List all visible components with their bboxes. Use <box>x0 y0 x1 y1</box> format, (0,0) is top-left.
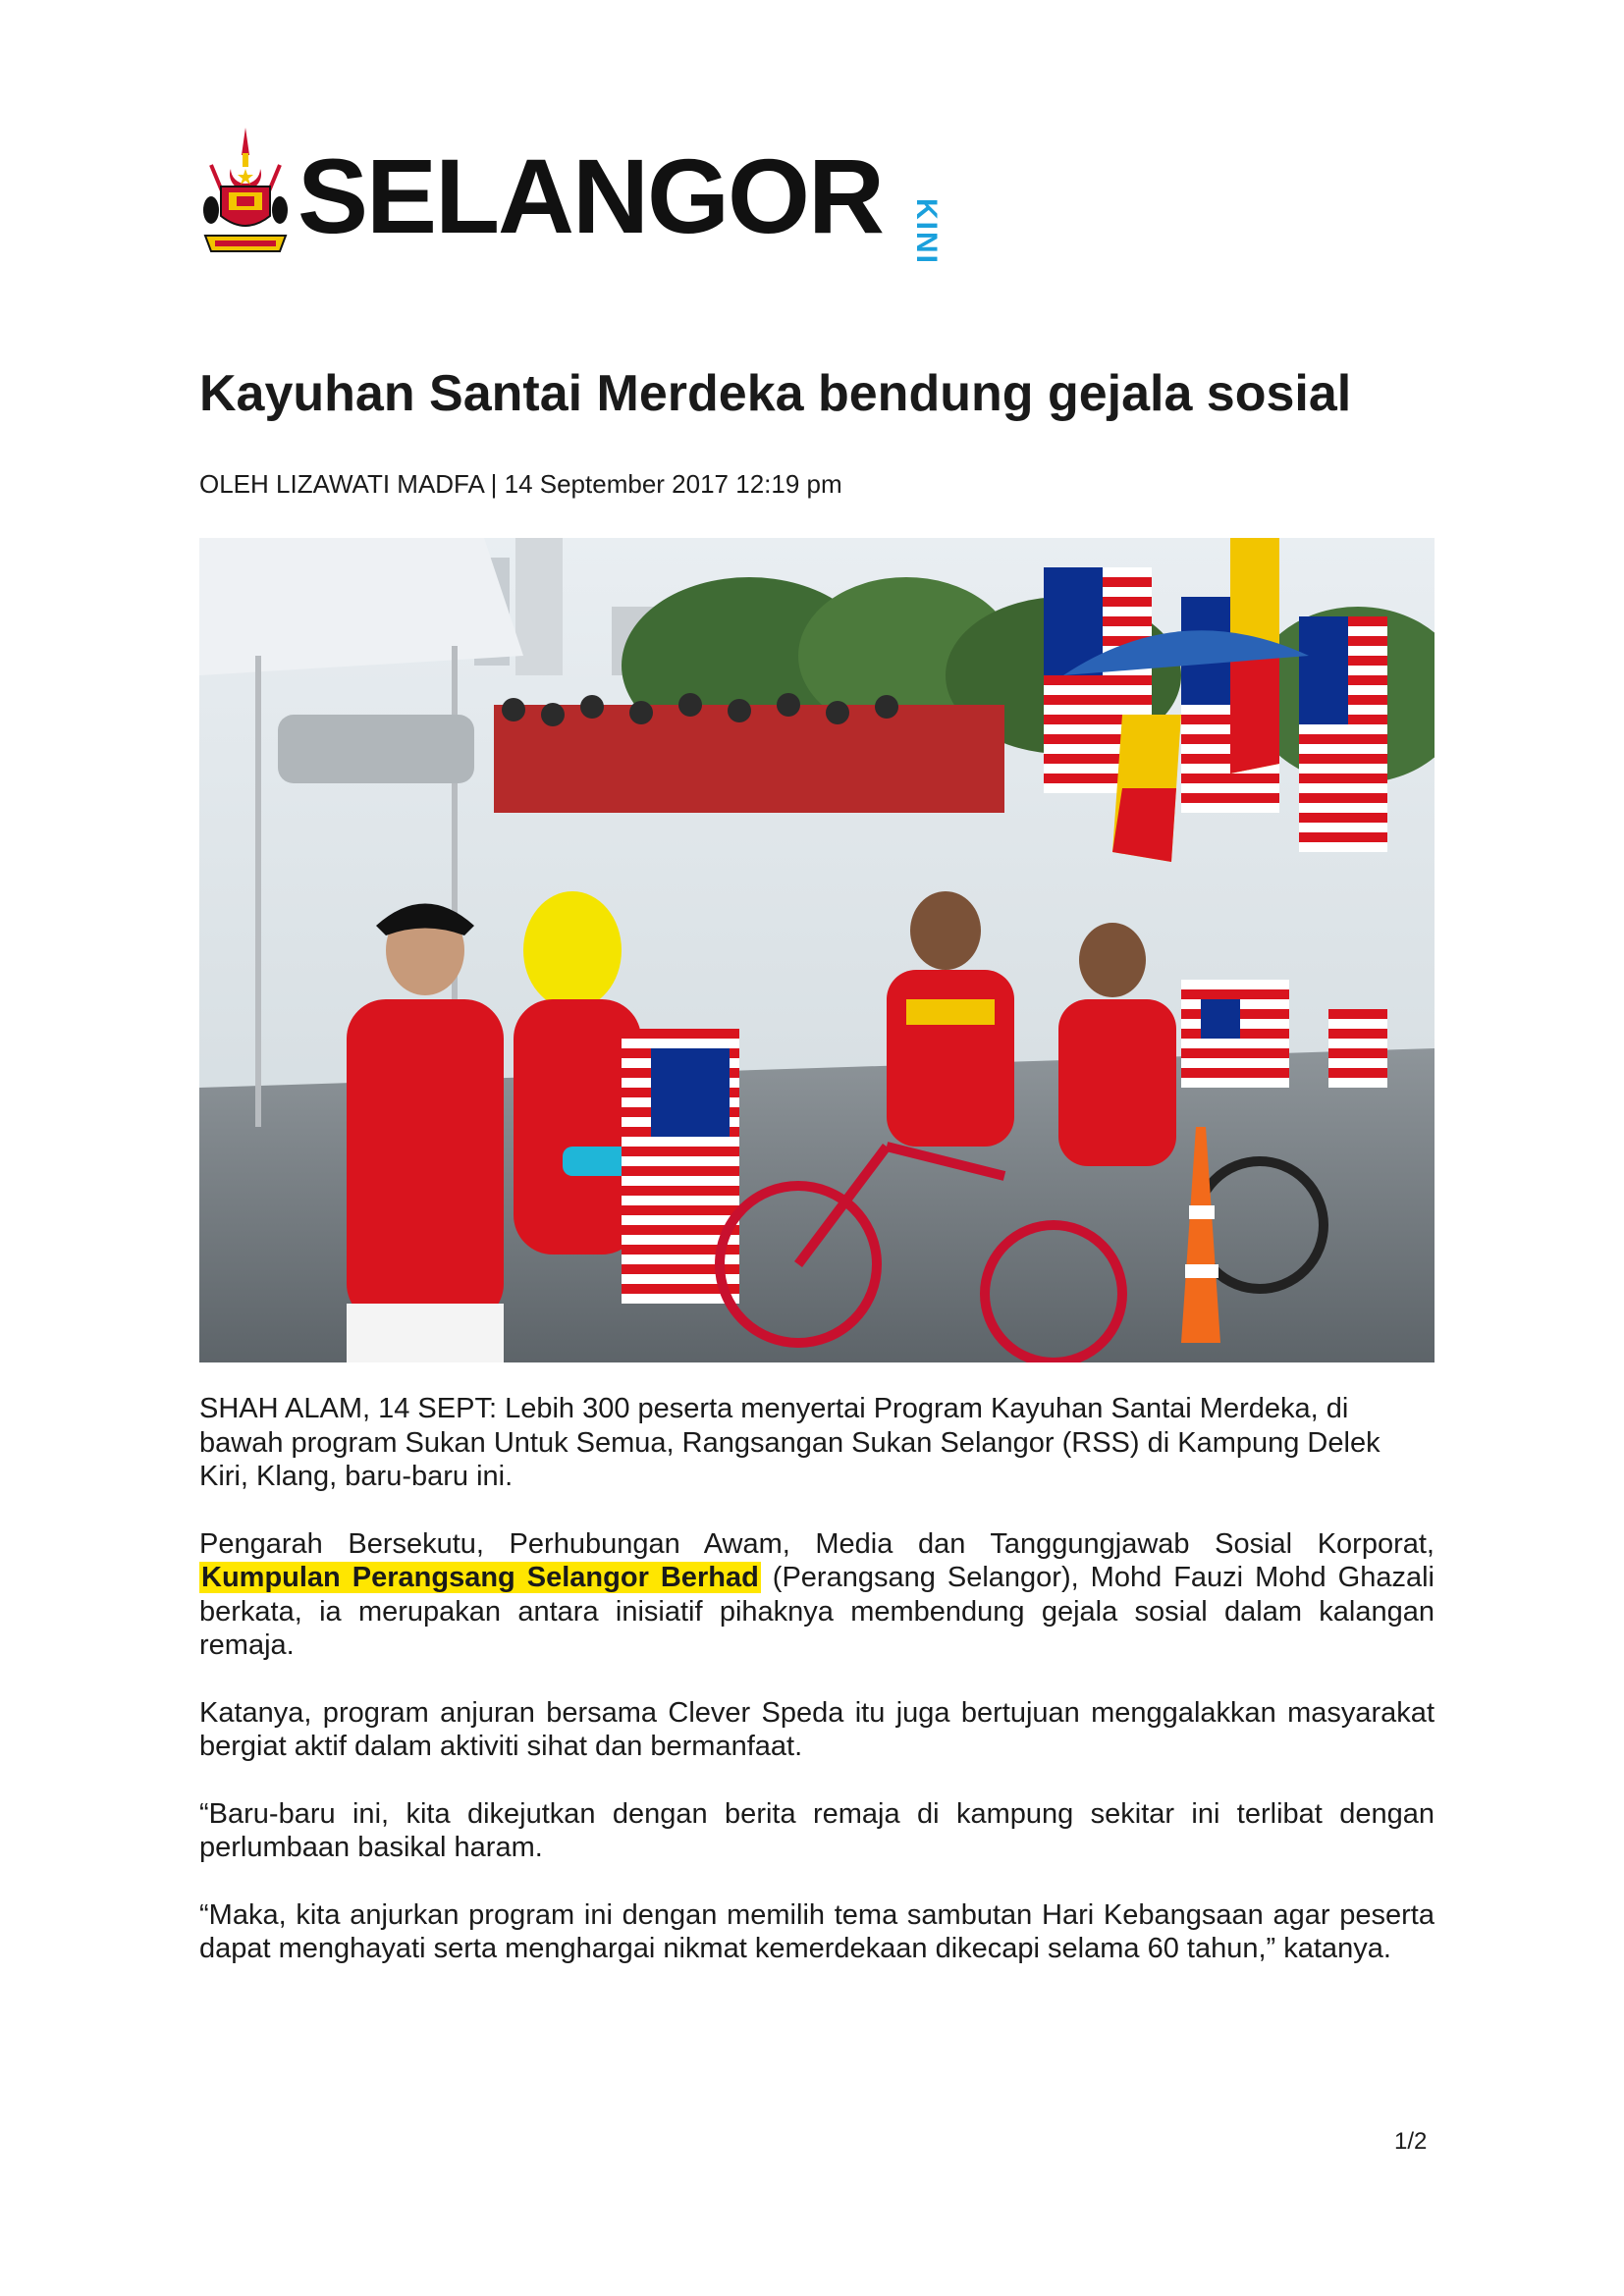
paragraph-1: SHAH ALAM, 14 SEPT: Lebih 300 peserta menyertai Program Kayuhan Santai Merdeka, di bawah program Sukan Untuk Semua, Rangsangan Sukan Selangor (RSS) di Kampung Delek Kiri, Klang, baru-baru ini. <box>199 1393 1380 1492</box>
paragraph-3: Katanya, program anjuran bersama Clever Speda itu juga bertujuan menggalakkan masyarakat bergiat aktif dalam aktiviti sihat dan bermanfaat. <box>199 1696 1435 1762</box>
paragraph-2 <box>199 1527 1435 1663</box>
cyclists-with-flags-photo <box>199 538 1435 1362</box>
page-number: 1/2 <box>1394 2128 1428 2155</box>
brand-tag-text: KINI <box>910 198 943 265</box>
article-body <box>199 1392 1435 2000</box>
article-title: Kayuhan Santai Merdeka bendung gejala sosial <box>199 365 1352 422</box>
article-byline: OLEH LIZAWATI MADFA | 14 September 2017 12:19 pm <box>199 469 842 499</box>
article-photo <box>199 538 1435 1362</box>
highlighted-company-name: Kumpulan Perangsang Selangor Berhad <box>201 1562 759 1593</box>
brand-wordmark: SELANGOR <box>298 136 884 255</box>
paragraph-5: “Maka, kita anjurkan program ini dengan memilih tema sambutan Hari Kebangsaan agar peserta dapat menghayati serta menghargai nikmat kemerdekaan dikecapi selama 60 tahun,” katanya. <box>199 1898 1435 1964</box>
brand-tag <box>906 196 946 267</box>
paragraph-2-rest: (Perangsang Selangor), Mohd Fauzi Mohd Ghazali berkata, ia merupakan antara inisiatif pihaknya membendung gejala sosial dalam kalangan remaja. <box>199 1562 1435 1661</box>
paragraph-2-lead: Pengarah Bersekutu, Perhubungan Awam, Media dan Tanggungjawab Sosial Korporat, <box>199 1527 1435 1560</box>
selangor-crest-icon <box>201 126 290 258</box>
paragraph-4: “Baru-baru ini, kita dikejutkan dengan berita remaja di kampung sekitar ini terlibat dengan perlumbaan basikal haram. <box>199 1797 1435 1863</box>
masthead <box>201 126 967 263</box>
